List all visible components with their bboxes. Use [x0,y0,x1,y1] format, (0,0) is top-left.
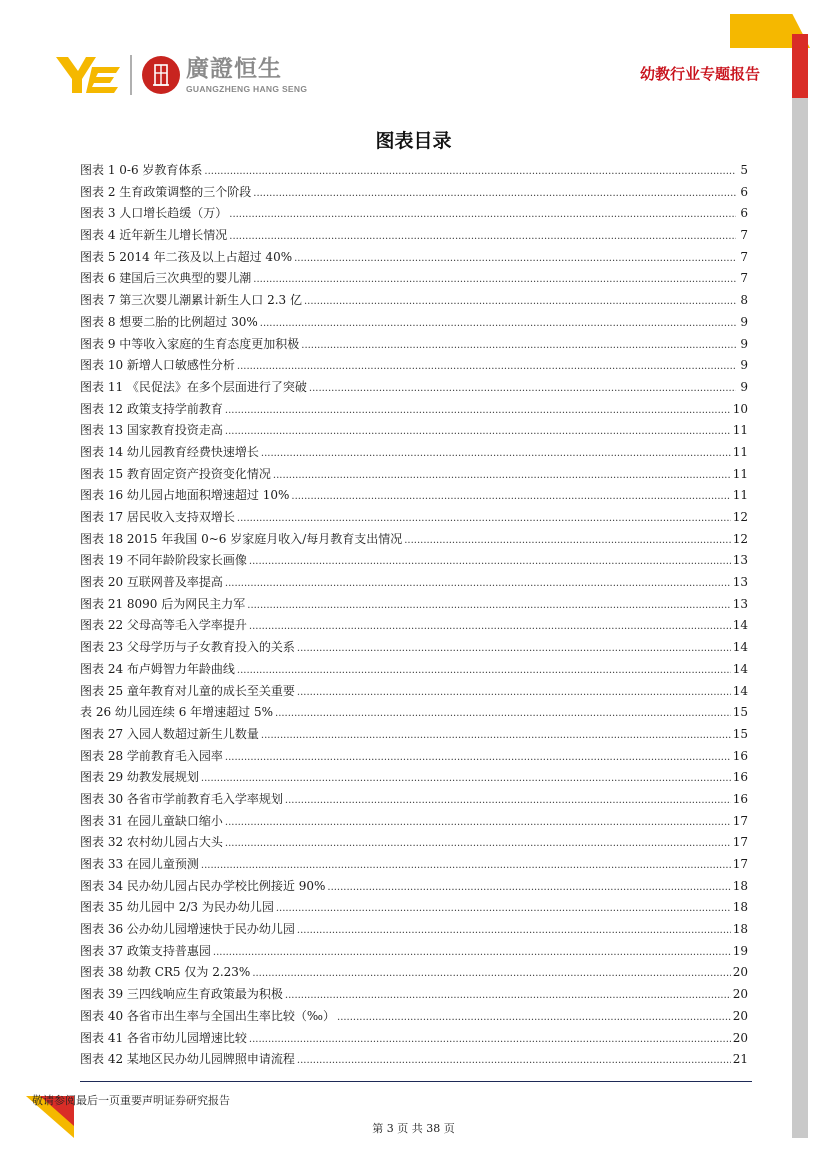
toc-leader-dots [225,421,731,443]
toc-entry[interactable] [80,594,748,616]
toc-leader-dots [337,1007,731,1029]
toc-entry-label: 图表 25 童年教育对儿童的成长至关重要 [80,683,295,698]
toc-entry-page: 7 [740,271,748,286]
toc-entry-label: 图表 3 人口增长趋缓（万） [80,206,228,221]
toc-entry[interactable] [80,529,748,551]
toc-entry-label: 图表 36 公办幼儿园增速快于民办幼儿园 [80,922,295,937]
toc-entry-label: 图表 6 建国后三次典型的婴儿潮 [80,271,252,286]
toc-entry-page: 18 [732,878,748,893]
toc-entry[interactable] [80,464,748,486]
toc-entry-label: 图表 41 各省市幼儿园增速比较 [80,1030,247,1045]
toc-entry-page: 11 [732,444,748,459]
toc-entry[interactable] [80,1006,748,1028]
toc-entry-page: 5 [740,163,748,177]
toc-leader-dots [229,204,736,226]
toc-entry-label: 图表 8 想要二胎的比例超过 30% [80,314,258,329]
toc-leader-dots [297,1050,731,1072]
toc-leader-dots [249,551,731,573]
toc-leader-dots [252,963,730,985]
toc-entry-page: 17 [732,835,748,850]
toc-entry-page: 17 [732,857,748,871]
toc-leader-dots [201,768,731,790]
toc-entry-label: 图表 16 幼儿园占地面积增速超过 10% [80,488,290,503]
toc-entry-page: 15 [732,705,748,720]
toc-entry-label: 图表 9 中等收入家庭的生育态度更加积极 [80,336,300,351]
toc-entry-page: 13 [732,596,748,611]
top-red-decoration [792,34,808,98]
toc-entry-page: 6 [740,206,748,221]
toc-leader-dots [229,226,736,248]
toc-entry-label: 图表 10 新增人口敏感性分析 [80,358,235,373]
toc-entry-label: 图表 42 某地区民办幼儿园牌照申请流程 [80,1052,295,1067]
toc-entry[interactable] [80,681,748,703]
page-number: 第 3 页 共 38 页 [372,1122,455,1135]
toc-entry[interactable] [80,182,748,204]
toc-entry[interactable] [80,203,748,225]
toc-leader-dots [285,985,731,1007]
toc-entry[interactable] [80,225,748,247]
toc-entry-page: 20 [732,987,748,1002]
toc-entry-label: 图表 14 幼儿园教育经费快速增长 [80,444,259,459]
toc-entry[interactable] [80,268,748,290]
logo-seal-icon [142,56,180,94]
toc-entry-label: 图表 2 生育政策调整的三个阶段 [80,184,252,199]
toc-entry-label: 图表 18 2015 年我国 0~6 岁家庭月收入/每月教育支出情况 [80,531,403,546]
toc-leader-dots [225,573,731,595]
toc-entry-page: 21 [732,1052,748,1067]
toc-entry-label: 图表 7 第三次婴儿潮累计新生人口 2.3 亿 [80,293,302,308]
toc-entry-page: 12 [732,531,748,546]
toc-entry-page: 20 [732,1008,748,1023]
toc-leader-dots [297,682,731,704]
toc-entry[interactable] [80,941,748,963]
toc-entry[interactable] [80,659,748,681]
toc-entry[interactable] [80,420,748,442]
toc-entry[interactable] [80,247,748,269]
toc-entry-page: 14 [732,640,748,655]
toc-entry[interactable] [80,572,748,594]
toc-leader-dots [304,291,736,313]
toc-list [80,160,748,1071]
footer-divider [80,1081,752,1082]
toc-entry-page: 14 [732,661,748,676]
toc-leader-dots [225,400,731,422]
toc-entry[interactable] [80,637,748,659]
toc-entry-label: 图表 28 学前教育毛入园率 [80,748,223,763]
toc-entry[interactable] [80,897,748,919]
toc-entry[interactable] [80,854,748,876]
toc-entry-label: 图表 13 国家教育投资走高 [80,423,223,438]
toc-entry-label: 图表 17 居民收入支持双增长 [80,510,235,524]
toc-entry[interactable] [80,1049,748,1071]
toc-leader-dots [297,638,731,660]
toc-entry[interactable] [80,507,748,529]
toc-entry-page: 18 [732,900,748,915]
toc-entry-page: 16 [732,770,748,785]
toc-entry-label: 图表 5 2014 年二孩及以上占超过 40% [80,249,293,264]
toc-entry[interactable] [80,962,748,984]
toc-entry-page: 6 [740,184,748,199]
footer-disclaimer: 敬请参阅最后一页重要声明证券研究报告 [32,1094,230,1107]
toc-entry-page: 14 [732,683,748,698]
toc-entry-label: 图表 30 各省市学前教育毛入学率规划 [80,791,283,806]
toc-leader-dots [201,855,731,877]
toc-entry-page: 20 [732,1030,748,1045]
toc-entry-page: 9 [740,314,748,329]
toc-entry-label: 图表 4 近年新生儿增长情况 [80,228,228,243]
toc-entry[interactable] [80,377,748,399]
toc-entry-label: 图表 27 入园人数超过新生儿数量 [80,726,259,741]
toc-leader-dots [285,790,731,812]
toc-leader-dots [204,161,736,183]
toc-entry[interactable] [80,1028,748,1050]
toc-entry-page: 7 [740,249,748,264]
toc-entry-page: 8 [740,293,748,308]
toc-entry-label: 图表 20 互联网普及率提高 [80,575,223,590]
toc-entry[interactable] [80,442,748,464]
toc-leader-dots [327,877,730,899]
toc-leader-dots [276,898,731,920]
toc-entry-page: 16 [732,748,748,763]
toc-leader-dots [253,269,736,291]
toc-entry-label: 图表 23 父母学历与子女教育投入的关系 [80,640,295,655]
toc-entry-label: 表 26 幼儿园连续 6 年增速超过 5% [80,705,274,720]
toc-leader-dots [225,812,731,834]
toc-entry[interactable] [80,334,748,356]
logo-divider [130,55,132,95]
toc-leader-dots [249,1029,731,1051]
toc-leader-dots [225,833,731,855]
toc-entry-page: 10 [732,401,748,416]
brand-name-en: GUANGZHENG HANG SENG [186,84,308,94]
toc-entry[interactable] [80,290,748,312]
toc-entry-page: 9 [740,358,748,373]
brand-name-cn: 廣證恒生 [186,56,282,82]
toc-entry-label: 图表 24 布卢姆智力年龄曲线 [80,661,235,676]
toc-entry-page: 11 [732,466,748,481]
toc-leader-dots [237,660,731,682]
toc-leader-dots [297,920,731,942]
toc-entry-label: 图表 31 在园儿童缺口缩小 [80,813,223,828]
toc-entry-page: 11 [732,423,748,438]
toc-leader-dots [261,443,731,465]
toc-entry[interactable] [80,485,748,507]
toc-entry-label: 图表 1 0-6 岁教育体系 [80,163,203,177]
toc-entry-label: 图表 15 教育固定资产投资变化情况 [80,466,271,481]
toc-leader-dots [275,703,731,725]
toc-entry-page: 11 [732,488,748,503]
toc-entry[interactable] [80,399,748,421]
toc-entry-label: 图表 22 父母高等毛入学率提升 [80,618,247,633]
toc-entry-page: 19 [732,943,748,958]
toc-entry-label: 图表 12 政策支持学前教育 [80,401,223,416]
toc-entry-page: 9 [740,379,748,394]
toc-entry-label: 图表 11 《民促法》在多个层面进行了突破 [80,379,307,394]
toc-entry[interactable] [80,789,748,811]
toc-leader-dots [309,378,736,400]
toc-leader-dots [247,595,730,617]
toc-entry-label: 图表 39 三四线响应生育政策最为积极 [80,987,283,1002]
toc-entry[interactable] [80,312,748,334]
toc-entry[interactable] [80,876,748,898]
toc-entry[interactable] [80,355,748,377]
toc-title: 图表目录 [375,130,452,152]
toc-leader-dots [260,313,736,335]
toc-entry-page: 9 [740,336,748,351]
toc-entry-label: 图表 32 农村幼儿园占大头 [80,835,223,850]
toc-entry[interactable] [80,767,748,789]
toc-entry-page: 12 [732,510,748,524]
toc-entry[interactable] [80,811,748,833]
toc-leader-dots [225,747,731,769]
logo-mark-icon [56,53,122,97]
toc-entry[interactable] [80,160,748,182]
toc-leader-dots [273,465,731,487]
toc-entry-label: 图表 19 不同年龄阶段家长画像 [80,553,247,568]
toc-entry-label: 图表 38 幼教 CR5 仅为 2.23% [80,965,251,980]
toc-entry-page: 17 [732,813,748,828]
toc-entry[interactable] [80,724,748,746]
toc-entry[interactable] [80,919,748,941]
toc-entry[interactable] [80,984,748,1006]
toc-entry[interactable] [80,746,748,768]
toc-entry-page: 16 [732,791,748,806]
toc-entry-label: 图表 33 在园儿童预测 [80,857,199,871]
toc-entry-label: 图表 35 幼儿园中 2/3 为民办幼儿园 [80,900,274,915]
toc-entry-page: 13 [732,553,748,568]
toc-entry[interactable] [80,615,748,637]
toc-entry-label: 图表 34 民办幼儿园占民办学校比例接近 90% [80,878,326,893]
toc-entry-label: 图表 40 各省市出生率与全国出生率比较（‰） [80,1008,336,1023]
toc-leader-dots [253,183,736,205]
toc-entry-page: 20 [732,965,748,980]
side-gray-bar [792,98,808,1138]
report-title: 幼教行业专题报告 [639,65,760,83]
toc-entry-label: 图表 37 政策支持普惠园 [80,943,211,958]
toc-leader-dots [237,356,736,378]
toc-entry-page: 18 [732,922,748,937]
toc-entry[interactable] [80,702,748,724]
toc-entry-page: 7 [740,228,748,243]
toc-leader-dots [237,508,731,530]
toc-entry[interactable] [80,832,748,854]
company-logo [56,50,307,100]
toc-entry-page: 13 [732,575,748,590]
toc-entry-page: 14 [732,618,748,633]
toc-leader-dots [291,486,730,508]
toc-entry-label: 图表 29 幼教发展规划 [80,770,199,785]
toc-leader-dots [249,616,731,638]
toc-leader-dots [213,942,731,964]
toc-entry[interactable] [80,550,748,572]
toc-leader-dots [294,248,736,270]
toc-leader-dots [301,335,736,357]
toc-leader-dots [261,725,731,747]
toc-entry-label: 图表 21 8090 后为网民主力军 [80,596,246,611]
toc-entry-page: 15 [732,726,748,741]
toc-leader-dots [404,530,730,552]
